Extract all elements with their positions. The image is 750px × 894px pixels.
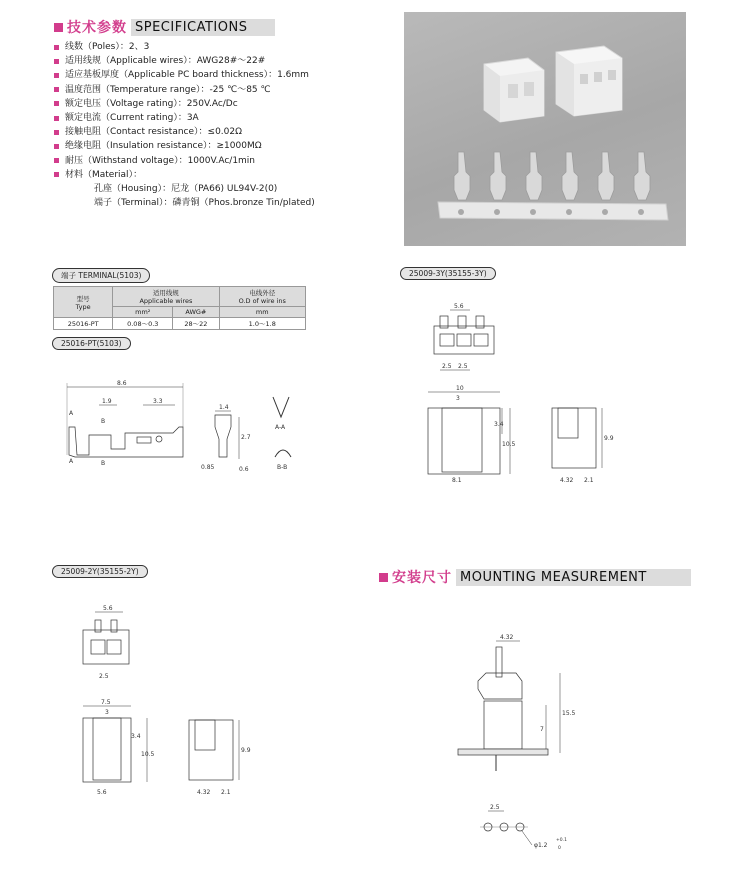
svg-text:4.32: 4.32 — [197, 789, 211, 796]
svg-text:A-A: A-A — [275, 424, 286, 431]
svg-text:2.5: 2.5 — [490, 804, 500, 811]
svg-text:B: B — [101, 460, 106, 467]
housing-3y-drawing — [412, 298, 622, 488]
table-subheader-awg: AWG# — [173, 307, 219, 318]
housing-2y-drawing — [75, 600, 265, 800]
svg-text:5.6: 5.6 — [97, 789, 107, 796]
svg-text:5.6: 5.6 — [454, 303, 464, 310]
spec-item: 线数（Poles）：2、3 — [54, 40, 394, 54]
terminal-table — [53, 286, 306, 330]
svg-text:4.32: 4.32 — [560, 477, 574, 484]
svg-text:1.4: 1.4 — [219, 404, 229, 411]
svg-text:2.1: 2.1 — [584, 477, 594, 484]
svg-text:3: 3 — [456, 395, 460, 402]
bullet-square-icon — [379, 573, 388, 582]
material-housing: 孔座（Housing）：尼龙（PA66) UL94V-2(0) — [94, 184, 278, 195]
spec-item: 适用线规（Applicable wires）：AWG28#～22# — [54, 54, 394, 68]
svg-text:10.5: 10.5 — [502, 441, 516, 448]
housing-2pin-image — [484, 58, 544, 122]
specifications-header — [54, 17, 275, 37]
svg-text:0.6: 0.6 — [239, 466, 249, 473]
svg-text:9.9: 9.9 — [604, 435, 614, 442]
mounting-drawing — [450, 625, 600, 855]
bullet-square-icon — [54, 23, 63, 32]
table-header-od: 电线外径 O.D of wire ins — [219, 287, 305, 307]
spec-item: 适应基板厚度（Applicable PC board thickness）：1.6mm — [54, 68, 394, 82]
connector-photo-illustration — [404, 12, 686, 246]
product-photo — [404, 12, 686, 246]
svg-text:8.1: 8.1 — [452, 477, 462, 484]
svg-text:2.7: 2.7 — [241, 434, 251, 441]
specifications-title-en: SPECIFICATIONS — [131, 19, 275, 36]
table-row: 25016-PT 0.08～0.3 28～22 1.0～1.8 — [54, 318, 306, 330]
terminal-pt-drawing — [55, 375, 345, 485]
svg-text:0.85: 0.85 — [201, 464, 215, 471]
svg-text:8.6: 8.6 — [117, 380, 127, 387]
svg-text:2.1: 2.1 — [221, 789, 231, 796]
mounting-title-en: MOUNTING MEASUREMENT — [456, 569, 691, 586]
svg-text:A: A — [69, 458, 74, 465]
spec-item: 额定电压（Voltage rating）：250V.Ac/Dc — [54, 97, 394, 111]
svg-text:3.4: 3.4 — [494, 421, 504, 428]
svg-text:φ1.2: φ1.2 — [534, 842, 548, 849]
svg-text:B: B — [101, 418, 106, 425]
table-header-wire: 适用线规 Applicable wires — [113, 287, 219, 307]
svg-text:9.9: 9.9 — [241, 747, 251, 754]
table-header-model: 型号 Type — [54, 287, 113, 318]
svg-text:A: A — [69, 410, 74, 417]
svg-text:2.5: 2.5 — [99, 673, 109, 680]
svg-text:7: 7 — [540, 726, 544, 733]
svg-text:5.6: 5.6 — [103, 605, 113, 612]
svg-text:2.5: 2.5 — [442, 363, 452, 370]
table-subheader-mm2: mm² — [113, 307, 173, 318]
svg-text:7.5: 7.5 — [101, 699, 111, 706]
svg-text:0: 0 — [558, 846, 561, 851]
terminal-label: 端子 TERMINAL(5103) — [52, 268, 150, 283]
terminal-strip-image — [438, 152, 668, 220]
svg-text:15.5: 15.5 — [562, 710, 576, 717]
spec-item: 温度范围（Temperature range）：-25 ℃～85 ℃ — [54, 83, 394, 97]
spec-item: 接触电阻（Contact resistance）：≤0.02Ω — [54, 125, 394, 139]
spec-item: 额定电流（Current rating）：3A — [54, 111, 394, 125]
svg-text:3: 3 — [105, 709, 109, 716]
spec-list — [54, 40, 394, 210]
svg-text:2.5: 2.5 — [458, 363, 468, 370]
specifications-title-cn: 技术参数 — [67, 20, 127, 36]
model-2y-label: 25009-2Y(35155-2Y) — [52, 565, 148, 578]
mounting-header — [379, 567, 691, 587]
svg-text:1.9: 1.9 — [102, 398, 112, 405]
spec-item: 绝缘电阻（Insulation resistance）：≥1000MΩ — [54, 139, 394, 153]
model-pt-label: 25016-PT(5103) — [52, 337, 131, 350]
spec-item: 耐压（Withstand voltage）：1000V.Ac/1min — [54, 154, 394, 168]
svg-text:10.5: 10.5 — [141, 751, 155, 758]
svg-text:B-B: B-B — [277, 464, 288, 471]
spec-item: 材料（Material）： — [54, 168, 394, 182]
svg-text:3.4: 3.4 — [131, 733, 141, 740]
svg-text:+0.1: +0.1 — [556, 838, 567, 843]
svg-text:4.32: 4.32 — [500, 634, 514, 641]
housing-3pin-image — [556, 46, 622, 116]
material-terminal: 端子（Terminal）：磷青铜（Phos.bronze Tin/plated) — [94, 198, 315, 209]
table-subheader-mm: mm — [219, 307, 305, 318]
svg-text:3.3: 3.3 — [153, 398, 163, 405]
svg-text:10: 10 — [456, 385, 464, 392]
mounting-title-cn: 安装尺寸 — [392, 570, 452, 586]
model-3y-label: 25009-3Y(35155-3Y) — [400, 267, 496, 280]
